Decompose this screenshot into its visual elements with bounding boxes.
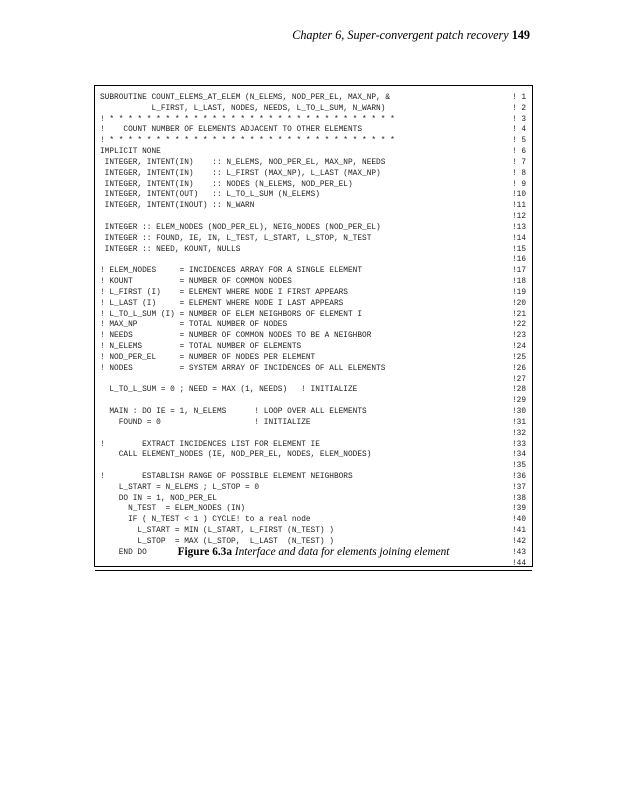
- code-text: L_STOP = MAX (L_STOP, L_LAST (N_TEST) ): [100, 537, 334, 546]
- line-number: !14: [512, 234, 527, 243]
- code-listing: [100, 93, 526, 569]
- line-number: !35: [512, 462, 527, 471]
- code-line: [100, 245, 526, 256]
- running-header: [292, 28, 530, 43]
- line-number: !19: [512, 288, 527, 297]
- line-number: !34: [512, 451, 527, 460]
- code-line: [100, 450, 526, 461]
- code-line: [100, 93, 526, 104]
- code-text: IF ( N_TEST < 1 ) CYCLE! to a real node: [100, 516, 311, 525]
- figure-bottom-rule: [95, 570, 532, 571]
- line-number: !15: [512, 245, 527, 254]
- code-line: [100, 104, 526, 115]
- line-number: !20: [512, 299, 527, 308]
- code-text: ! NEEDS = NUMBER OF COMMON NODES TO BE A NEIGHBOR: [100, 332, 372, 341]
- line-number: !37: [512, 483, 527, 492]
- code-text: L_START = N_ELEMS ; L_STOP = 0: [100, 483, 260, 492]
- code-line: [100, 310, 526, 321]
- line-number: !30: [512, 408, 527, 417]
- code-text: ! KOUNT = NUMBER OF COMMON NODES: [100, 278, 292, 287]
- line-number: !10: [512, 191, 527, 200]
- line-number: !31: [512, 418, 527, 427]
- line-number: ! 9: [512, 180, 527, 189]
- code-line: [100, 526, 526, 537]
- code-text: INTEGER :: FOUND, IE, IN, L_TEST, L_START, L_STOP, N_TEST: [100, 234, 372, 243]
- code-text: SUBROUTINE COUNT_ELEMS_AT_ELEM (N_ELEMS, NOD_PER_EL, MAX_NP, &: [100, 94, 391, 102]
- line-number: ! 1: [512, 94, 527, 102]
- code-line: [100, 515, 526, 526]
- code-line: [100, 483, 526, 494]
- line-number: ! 5: [512, 137, 527, 146]
- code-text: N_TEST = ELEM_NODES (IN): [100, 505, 246, 514]
- code-line: [100, 353, 526, 364]
- code-text: ! ELEM_NODES = INCIDENCES ARRAY FOR A SINGLE ELEMENT: [100, 267, 363, 276]
- line-number: !32: [512, 429, 527, 438]
- running-title: Chapter 6, Super-convergent patch recovery: [292, 28, 509, 42]
- code-text: END DO: [100, 548, 147, 557]
- line-number: ! 7: [512, 158, 527, 167]
- line-number: !28: [512, 386, 527, 395]
- code-text: ! EXTRACT INCIDENCES LIST FOR ELEMENT IE: [100, 440, 320, 449]
- line-number: ! 6: [512, 148, 527, 157]
- code-text: ! N_ELEMS = TOTAL NUMBER OF ELEMENTS: [100, 343, 302, 352]
- code-text: L_TO_L_SUM = 0 ; NEED = MAX (1, NEEDS) ! INITIALIZE: [100, 386, 358, 395]
- code-text: L_FIRST, L_LAST, NODES, NEEDS, L_TO_L_SUM, N_WARN): [100, 104, 386, 113]
- line-number: !12: [512, 213, 527, 222]
- line-number: !16: [512, 256, 527, 265]
- code-text: ! L_FIRST (I) = ELEMENT WHERE NODE I FIRST APPEARS: [100, 288, 348, 297]
- code-line: [100, 136, 526, 147]
- code-text: L_START = MIN (L_START, L_FIRST (N_TEST) ): [100, 527, 334, 536]
- code-line: [100, 440, 526, 451]
- line-number: !36: [512, 472, 527, 481]
- code-line: [100, 169, 526, 180]
- code-line: [100, 201, 526, 212]
- code-line: [100, 472, 526, 483]
- code-line: [100, 342, 526, 353]
- code-line: [100, 223, 526, 234]
- line-number: !26: [512, 364, 527, 373]
- line-number: ! 4: [512, 126, 527, 135]
- line-number: !13: [512, 223, 527, 232]
- code-line: [100, 115, 526, 126]
- code-line: [100, 125, 526, 136]
- line-number: !27: [512, 375, 527, 384]
- code-line: [100, 364, 526, 375]
- line-number: !22: [512, 321, 527, 330]
- code-line: [100, 288, 526, 299]
- code-text: INTEGER, INTENT(INOUT) :: N_WARN: [100, 202, 255, 211]
- code-text: ! L_TO_L_SUM (I) = NUMBER OF ELEM NEIGHBORS OF ELEMENT I: [100, 310, 363, 319]
- code-text: ! NOD_PER_EL = NUMBER OF NODES PER ELEMENT: [100, 353, 316, 362]
- code-line: [100, 407, 526, 418]
- code-text: IMPLICIT NONE: [100, 148, 161, 157]
- line-number: !41: [512, 527, 527, 536]
- code-text: ! L_LAST (I) = ELEMENT WHERE NODE I LAST APPEARS: [100, 299, 344, 308]
- code-text: INTEGER, INTENT(IN) :: N_ELEMS, NOD_PER_EL, MAX_NP, NEEDS: [100, 158, 386, 167]
- code-line: [100, 266, 526, 277]
- code-line: [100, 429, 526, 440]
- line-number: !39: [512, 505, 527, 514]
- line-number: !43: [512, 548, 527, 557]
- code-text: DO IN = 1, NOD_PER_EL: [100, 494, 217, 503]
- code-text: ! * * * * * * * * * * * * * * * * * * * * * * * * * * * * * * *: [100, 137, 395, 146]
- code-line: [100, 212, 526, 223]
- code-line: [100, 277, 526, 288]
- caption-text: Interface and data for elements joining element: [231, 546, 450, 558]
- line-number: !18: [512, 278, 527, 287]
- code-text: INTEGER, INTENT(IN) :: NODES (N_ELEMS, NOD_PER_EL): [100, 180, 353, 189]
- code-line: [100, 461, 526, 472]
- code-text: INTEGER :: ELEM_NODES (NOD_PER_EL), NEIG_NODES (NOD_PER_EL): [100, 223, 381, 232]
- code-text: INTEGER, INTENT(IN) :: L_FIRST (MAX_NP), L_LAST (MAX_NP): [100, 169, 381, 178]
- code-text: ! ESTABLISH RANGE OF POSSIBLE ELEMENT NEIGHBORS: [100, 472, 353, 481]
- figure-caption: [0, 546, 617, 558]
- code-line: [100, 396, 526, 407]
- code-line: [100, 331, 526, 342]
- code-line: [100, 375, 526, 386]
- line-number: !25: [512, 353, 527, 362]
- line-number: !44: [512, 559, 527, 568]
- code-text: ! NODES = SYSTEM ARRAY OF INCIDENCES OF ALL ELEMENTS: [100, 364, 386, 373]
- code-line: [100, 559, 526, 570]
- line-number: !33: [512, 440, 527, 449]
- code-line: [100, 190, 526, 201]
- code-line: [100, 234, 526, 245]
- line-number: !38: [512, 494, 527, 503]
- code-text: MAIN : DO IE = 1, N_ELEMS ! LOOP OVER ALL ELEMENTS: [100, 408, 367, 417]
- line-number: ! 3: [512, 115, 527, 124]
- code-line: [100, 418, 526, 429]
- code-line: [100, 158, 526, 169]
- line-number: !29: [512, 397, 527, 406]
- code-text: ! * * * * * * * * * * * * * * * * * * * * * * * * * * * * * * *: [100, 115, 395, 124]
- code-line: [100, 385, 526, 396]
- line-number: !23: [512, 332, 527, 341]
- code-line: [100, 299, 526, 310]
- line-number: !24: [512, 343, 527, 352]
- line-number: !40: [512, 516, 527, 525]
- code-line: [100, 504, 526, 515]
- figure-label: Figure 6.3a: [177, 546, 232, 558]
- code-line: [100, 494, 526, 505]
- line-number: ! 2: [512, 104, 527, 113]
- code-line: [100, 147, 526, 158]
- line-number: !11: [512, 202, 527, 211]
- code-line: [100, 180, 526, 191]
- code-line: [100, 320, 526, 331]
- page-number: 149: [511, 28, 530, 42]
- code-text: FOUND = 0 ! INITIALIZE: [100, 418, 311, 427]
- code-text: INTEGER, INTENT(OUT) :: L_TO_L_SUM (N_ELEMS): [100, 191, 320, 200]
- code-text: ! MAX_NP = TOTAL NUMBER OF NODES: [100, 321, 288, 330]
- code-line: [100, 255, 526, 266]
- code-text: INTEGER :: NEED, KOUNT, NULLS: [100, 245, 241, 254]
- code-text: CALL ELEMENT_NODES (IE, NOD_PER_EL, NODES, ELEM_NODES): [100, 451, 372, 460]
- code-text: ! COUNT NUMBER OF ELEMENTS ADJACENT TO OTHER ELEMENTS: [100, 126, 363, 135]
- line-number: !21: [512, 310, 527, 319]
- line-number: ! 8: [512, 169, 527, 178]
- line-number: !17: [512, 267, 527, 276]
- line-number: !42: [512, 537, 527, 546]
